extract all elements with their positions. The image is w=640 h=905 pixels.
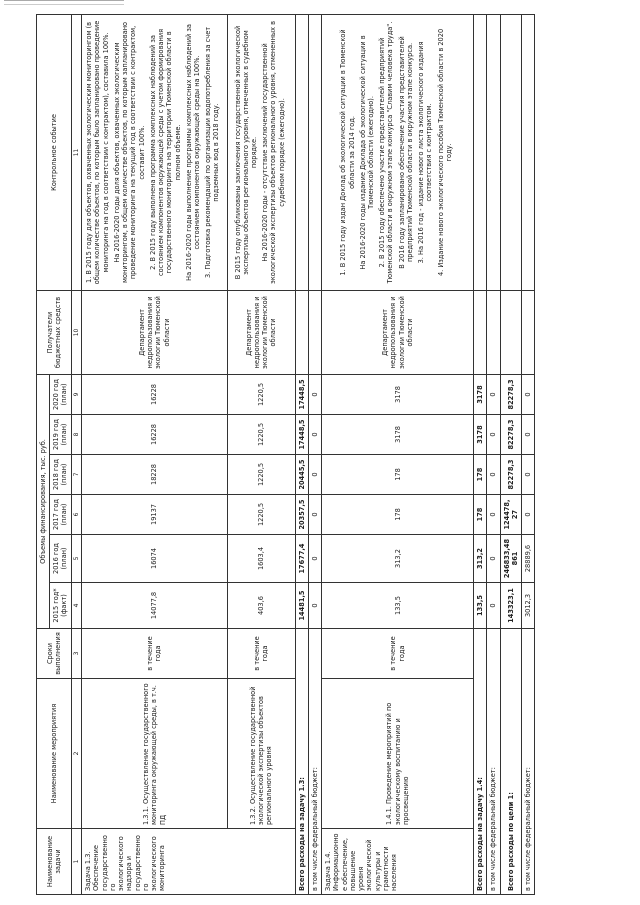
task-1-3-name: Задача 1.3. Обеспечение государственного экологического надзора и государственного экологического мониторинга (82, 829, 296, 895)
col-num: 5 (71, 535, 82, 583)
federal-2016: 0 (308, 535, 321, 583)
federal-2018: 0 (308, 455, 321, 495)
header-2015: 2015 год* (факт) (50, 583, 71, 629)
control-text: На 2016-2020 годы издание Доклада об экологической ситуации в Тюменской области (ежегодно). (358, 35, 375, 270)
goal-total-2018: 82278,3 (500, 455, 521, 495)
goal-total-2019: 82278,3 (500, 415, 521, 455)
empty-cell (522, 14, 535, 290)
control-event (227, 14, 295, 290)
value-2020: 3178 (322, 374, 474, 414)
federal-2020: 0 (487, 374, 500, 414)
control-text: На 2016-2020 годы - отсутствие заключений государственной экологической экспертизы объектов регионального уровня, отмененных в судебном порядке (ежегодно). (261, 21, 286, 284)
control-text: 3. На 2016 год - издание нового листа экологического издания соответствия с контрактом. (417, 41, 434, 264)
total-2018: 20445,5 (295, 455, 308, 495)
total-2016: 313,2 (474, 535, 487, 583)
value-2016: 313,2 (322, 535, 474, 583)
value-2018: 178 (322, 455, 474, 495)
goal-total-2015: 143323,1 (500, 583, 521, 629)
goal-federal-2018: 0 (522, 455, 535, 495)
event-name: 1.3.1. Осуществление государственного мониторинга окружающей среды, в т.ч. ПД (82, 679, 228, 829)
event-deadline: в течение года (227, 629, 295, 679)
empty-cell (308, 14, 321, 290)
value-2019: 3178 (322, 415, 474, 455)
goal-federal-label: в том числе федеральный бюджет: (522, 629, 535, 895)
control-event (82, 14, 228, 290)
federal-2020: 0 (308, 374, 321, 414)
total-2019: 3178 (474, 415, 487, 455)
control-text: В 2016 году запланировано обеспечение участия представителей предприятий Тюменской области в окружном этапе конкурса. (397, 36, 414, 269)
header-event: Наименование мероприятия (37, 679, 72, 829)
empty-cell (295, 290, 308, 374)
goal-total-row (500, 14, 521, 894)
total-row (474, 14, 487, 894)
value-2017: 1220,5 (227, 495, 295, 535)
value-2016: 16074 (82, 535, 228, 583)
header-control: Контрольное событие (37, 14, 72, 290)
total-2015: 133,5 (474, 583, 487, 629)
header-task: Наименование задачи (37, 829, 72, 895)
event-name: 1.3.2. Осуществление государственной экологической экспертизы объектов регионального уровня (227, 679, 295, 829)
empty-cell (308, 290, 321, 374)
header-2019: 2019 год (план) (50, 415, 71, 455)
total-2015: 14481,5 (295, 583, 308, 629)
value-2015: 133,5 (322, 583, 474, 629)
col-num: 2 (71, 679, 82, 829)
value-2019: 1220,5 (227, 415, 295, 455)
header-2020: 2020 год (план) (50, 374, 71, 414)
header-2018: 2018 год (план) (50, 455, 71, 495)
control-text: В 2015 году опубликованы заключения государственной экологической экспертизы объектов регионального уровня, отмеченных в судебном порядке. (233, 25, 258, 280)
col-num: 10 (71, 290, 82, 374)
goal-total-2016: 246833,48861 (500, 535, 521, 583)
control-text: На 2016-2020 годы доля объектов, охваченных экологическим мониторингом, в общем количестве объектов, по которым запланировано проведение мониторинга на текущий год в соответствии с контрактом, составит 100%. (112, 21, 146, 283)
value-2020: 1220,5 (227, 374, 295, 414)
header-recipient: Получатели бюджетных средств (37, 290, 72, 374)
task-1-4-name: Задача 1.4. Информационное обеспечение, повышение уровня экологической культуры и грамотности населения (322, 829, 474, 895)
value-2018: 1220,5 (227, 455, 295, 495)
recipient: Департамент недропользования и экологии Тюменской области (227, 290, 295, 374)
table-row (322, 14, 474, 894)
control-text: 4. Издание нового экологического пособия Тюменской области в 2020 году. (436, 28, 453, 277)
event-deadline: в течение года (322, 629, 474, 679)
federal-2016: 0 (487, 535, 500, 583)
goal-federal-row (522, 14, 535, 894)
header-funding: Объемы финансирования, тыс. руб. (37, 374, 50, 628)
total-2018: 178 (474, 455, 487, 495)
federal-label: в том числе федеральный бюджет: (308, 629, 321, 895)
empty-cell (487, 290, 500, 374)
federal-2015: 0 (487, 583, 500, 629)
scan-edge (4, 0, 124, 5)
control-text: 2. В 2015 году выполнена программа комплексных наблюдений за состоянием компонентов окружающей среды с учетом формирования государственного мониторинга на территории Тюменской области в полном объеме. (148, 28, 182, 276)
funding-table (36, 14, 535, 895)
col-num: 6 (71, 495, 82, 535)
federal-label: в том числе федеральный бюджет: (487, 629, 500, 895)
total-label: Всего расходы на задачу 1.3: (295, 629, 308, 895)
col-num: 7 (71, 455, 82, 495)
col-num: 8 (71, 415, 82, 455)
value-2016: 1603,4 (227, 535, 295, 583)
total-row (295, 14, 308, 894)
event-name: 1.4.1. Проведение мероприятий по экологическому воспитанию и просвещению (322, 679, 474, 829)
total-2017: 178 (474, 495, 487, 535)
federal-2018: 0 (487, 455, 500, 495)
control-event (322, 14, 474, 290)
col-num: 4 (71, 583, 82, 629)
total-2017: 20357,5 (295, 495, 308, 535)
total-2020: 3178 (474, 374, 487, 414)
control-text: На 2016-2020 годы выполнение программы комплексных наблюдений за состоянием компонентов окружающей среды на 100%. (184, 24, 202, 281)
value-2019: 16228 (82, 415, 228, 455)
federal-2017: 0 (487, 495, 500, 535)
header-2017: 2017 год (план) (50, 495, 71, 535)
federal-2015: 0 (308, 583, 321, 629)
value-2017: 178 (322, 495, 474, 535)
total-label: Всего расходы на задачу 1.4: (474, 629, 487, 895)
goal-total-label: Всего расходы по цели 1: (500, 629, 521, 895)
header-2016: 2016 год (план) (50, 535, 71, 583)
column-number-row (71, 14, 82, 894)
col-num: 11 (71, 14, 82, 290)
goal-federal-2020: 0 (522, 374, 535, 414)
federal-row (487, 14, 500, 894)
control-text: 2. В 2015 году обеспечено участие представителей предприятий Тюменской области в окружном этапе конкурса "Славим человека труда". (378, 21, 395, 284)
goal-federal-2015: 3012,3 (522, 583, 535, 629)
federal-row (308, 14, 321, 894)
control-text: 1. В 2015 году издан Доклад об экологической ситуации в Тюменской области за 2014 год. (339, 29, 356, 276)
total-2020: 17448,5 (295, 374, 308, 414)
recipient: Департамент недропользования и экологии Тюменской области (82, 290, 228, 374)
table-row (82, 14, 228, 894)
control-text: 1. В 2015 году для объектов, охваченных экологическим мониторингом (в общем количестве объектов, по которым было запланировано проведение мониторинга на год в соответствии с контрактом), составила 100%. (85, 20, 110, 285)
goal-federal-2017: 0 (522, 495, 535, 535)
total-2016: 17677,4 (295, 535, 308, 583)
goal-federal-2016: 28889,6 (522, 535, 535, 583)
total-2019: 17448,5 (295, 415, 308, 455)
table-row (227, 14, 295, 894)
federal-2017: 0 (308, 495, 321, 535)
empty-cell (500, 290, 521, 374)
control-text: 3. Подготовка рекомендаций по организации водопотребления за счет подземных вод в 2018 году. (204, 26, 221, 279)
federal-2019: 0 (308, 415, 321, 455)
empty-cell (295, 14, 308, 290)
header-deadline: Сроки выполнения (37, 629, 72, 679)
col-num: 9 (71, 374, 82, 414)
empty-cell (500, 14, 521, 290)
goal-total-2017: 124478,27 (500, 495, 521, 535)
col-num: 1 (71, 829, 82, 895)
col-num: 3 (71, 629, 82, 679)
goal-total-2020: 82278,3 (500, 374, 521, 414)
header-row-1 (37, 14, 50, 894)
goal-federal-2019: 0 (522, 415, 535, 455)
empty-cell (522, 290, 535, 374)
value-2017: 19137 (82, 495, 228, 535)
value-2020: 16228 (82, 374, 228, 414)
empty-cell (487, 14, 500, 290)
federal-2019: 0 (487, 415, 500, 455)
empty-cell (474, 290, 487, 374)
empty-cell (474, 14, 487, 290)
value-2015: 403,6 (227, 583, 295, 629)
value-2018: 18228 (82, 455, 228, 495)
rotated-page (36, 15, 616, 895)
value-2015: 14077,8 (82, 583, 228, 629)
recipient: Департамент недропользования и экологии Тюменской области (322, 290, 474, 374)
event-deadline: в течение года (82, 629, 228, 679)
